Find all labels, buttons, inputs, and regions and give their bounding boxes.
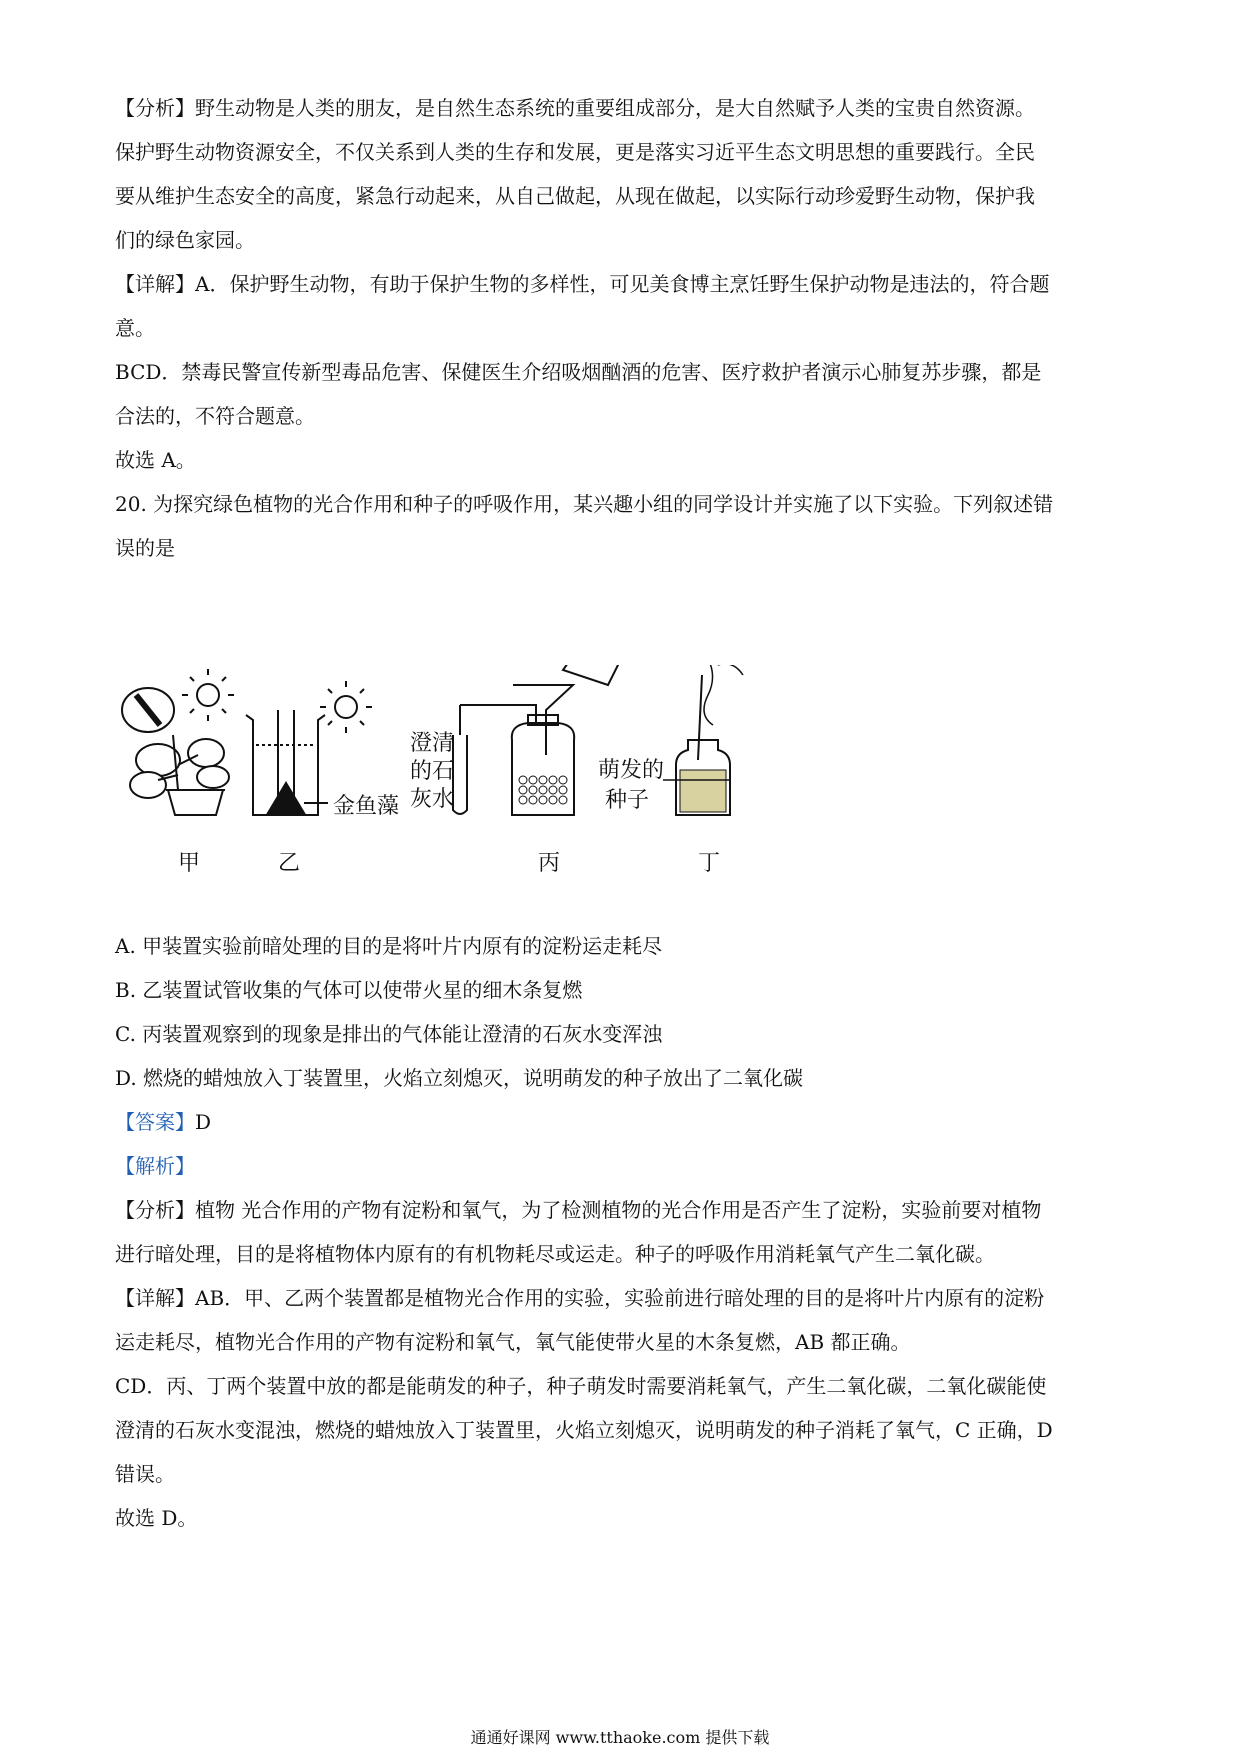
detail-prev-conclusion: 故选 A。 <box>115 448 196 472</box>
detail-prev-line-3: BCD．禁毒民警宣传新型毒品危害、保健医生介绍吸烟酗酒的危害、医疗救护者演示心肺复苏步骤，都是 <box>115 360 1042 384</box>
figure-label-jia: 甲 <box>178 851 201 876</box>
detail-prev-line-4: 合法的，不符合题意。 <box>115 404 315 428</box>
explanation-tag: 【解析】 <box>115 1154 195 1178</box>
detail-line-1: 【详解】AB．甲、乙两个装置都是植物光合作用的实验，实验前进行暗处理的目的是将叶片内原有的淀粉 <box>115 1286 1045 1310</box>
beaker-icon <box>246 710 328 815</box>
answer-line <box>115 1108 1135 1136</box>
figure-label-bing: 丙 <box>538 851 561 876</box>
figure-label-seeds-1: 萌发的 <box>598 758 665 783</box>
detail-conclusion: 故选 D。 <box>115 1506 198 1530</box>
figure-label-lime-water-2: 的石 <box>410 759 455 784</box>
question-20-stem-line-1: 20. 为探究绿色植物的光合作用和种子的呼吸作用，某兴趣小组的同学设计并实施了以下实验。下列叙述错 <box>115 492 1054 516</box>
analysis-prev-line-4: 们的绿色家园。 <box>115 228 255 252</box>
analysis-prev-line-1: 【分析】野生动物是人类的朋友，是自然生态系统的重要组成部分，是大自然赋予人类的宝贵自然资源。 <box>115 96 1035 120</box>
sun-icon <box>182 669 234 721</box>
detail-prev-line-2: 意。 <box>115 316 155 340</box>
detail-prev-line-1: 【详解】A．保护野生动物，有助于保护生物的多样性，可见美食博主烹饪野生保护动物是违法的，符合题 <box>115 272 1050 296</box>
answer-value: D <box>195 1110 212 1134</box>
seed-bottle-with-candle-icon <box>663 665 743 815</box>
answer-tag: 【答案】 <box>115 1110 195 1134</box>
page-footer: 通通好课网 www.tthaoke.com 提供下载 <box>470 1728 770 1747</box>
analysis-prev-line-2: 保护野生动物资源安全，不仅关系到人类的生存和发展，更是落实习近平生态文明思想的重要践行。全民 <box>115 140 1035 164</box>
question-20-stem-line-2: 误的是 <box>115 536 175 560</box>
detail-line-2: 运走耗尽，植物光合作用的产物有淀粉和氧气，氧气能使带火星的木条复燃，AB 都正确。 <box>115 1330 911 1354</box>
experiment-figure <box>118 665 868 905</box>
detail-line-4: 澄清的石灰水变混浊，燃烧的蜡烛放入丁装置里，火焰立刻熄灭，说明萌发的种子消耗了氧气，C 正确，D <box>115 1418 1053 1442</box>
option-c: C. 丙装置观察到的现象是排出的气体能让澄清的石灰水变浑浊 <box>115 1022 663 1046</box>
option-a: A. 甲装置实验前暗处理的目的是将叶片内原有的淀粉运走耗尽 <box>115 934 663 958</box>
analysis-line-1: 【分析】植物 光合作用的产物有淀粉和氧气，为了检测植物的光合作用是否产生了淀粉，实验前要对植物 <box>115 1198 1042 1222</box>
sun-icon <box>320 681 372 733</box>
figure-label-lime-water-3: 灰水 <box>410 787 455 812</box>
option-b: B. 乙装置试管收集的气体可以使带火星的细木条复燃 <box>115 978 583 1002</box>
option-d: D. 燃烧的蜡烛放入丁装置里，火焰立刻熄灭，说明萌发的种子放出了二氧化碳 <box>115 1066 804 1090</box>
detail-line-5: 错误。 <box>115 1462 175 1486</box>
figure-label-seeds-2: 种子 <box>605 788 650 813</box>
analysis-line-2: 进行暗处理，目的是将植物体内原有的有机物耗尽或运走。种子的呼吸作用消耗氧气产生二氧化碳。 <box>115 1242 995 1266</box>
figure-label-ding: 丁 <box>698 851 721 876</box>
detail-line-3: CD．丙、丁两个装置中放的都是能萌发的种子，种子萌发时需要消耗氧气，产生二氧化碳，二氧化碳能使 <box>115 1374 1047 1398</box>
jar-with-funnel-icon <box>453 665 623 815</box>
figure-label-goldfish-weed: 金鱼藻 <box>333 794 400 819</box>
analysis-prev-line-3: 要从维护生态安全的高度，紧急行动起来，从自己做起，从现在做起，以实际行动珍爱野生动物，保护我 <box>115 184 1035 208</box>
figure-label-lime-water-1: 澄清 <box>410 731 455 756</box>
potted-plant-icon <box>122 688 229 815</box>
figure-label-yi: 乙 <box>278 851 301 876</box>
